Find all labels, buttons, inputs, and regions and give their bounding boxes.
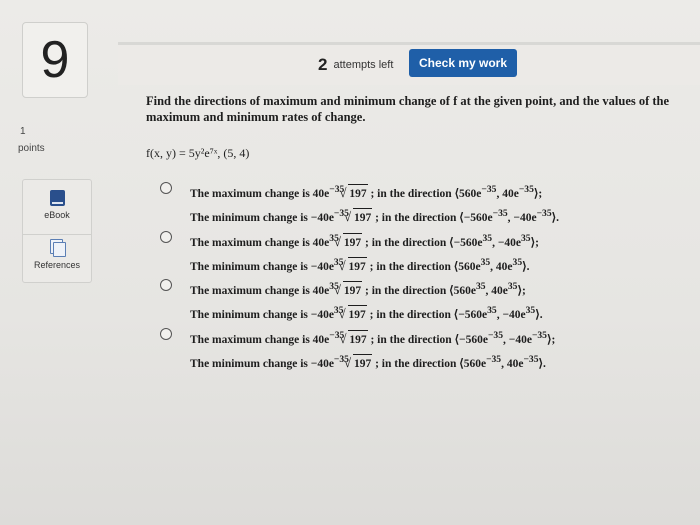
min-change-line: The minimum change is $-40e^{35}√$ 197 ; in the direction $⟨-560e^{35}$, $-40e^{35}⟩$. <box>190 301 543 325</box>
max-change-line: The maximum change is $40e^{35}√$ 197 ; in the direction $⟨-560e^{35}$, $-40e^{35}⟩$; <box>190 229 539 253</box>
resource-tools <box>22 179 92 283</box>
question-prompt: Find the directions of maximum and minimum change of f at the given point, and the values of the maximum and minimum rates of change. <box>146 94 670 124</box>
min-change-line: The minimum change is $-40e^{-35}√$ 197 ; in the direction $⟨-560e^{-35}$, $-40e^{-35}⟩$. <box>190 204 559 228</box>
references-label: References <box>33 260 81 270</box>
book-icon <box>50 190 65 206</box>
question-number: 9 <box>22 22 88 98</box>
max-change-line: The maximum change is $40e^{35}√$ 197 ; in the direction $⟨560e^{35}$, $40e^{35}⟩$; <box>190 277 543 301</box>
ebook-button[interactable] <box>23 190 91 235</box>
radio-button[interactable] <box>160 231 172 243</box>
check-my-work-button[interactable]: Check my work <box>409 49 517 77</box>
radio-button[interactable] <box>160 328 172 340</box>
radio-button[interactable] <box>160 182 172 194</box>
min-change-line: The minimum change is $-40e^{-35}√$ 197 ; in the direction $⟨560e^{-35}$, $40e^{-35}⟩$. <box>190 350 555 374</box>
references-button[interactable] <box>23 238 91 270</box>
max-change-line: The maximum change is $40e^{-35}√$ 197 ; in the direction $⟨560e^{-35}$, $40e^{-35}⟩$; <box>190 180 559 204</box>
function-statement: f(x, y) = 5y²e⁷ˣ, (5, 4) <box>146 146 250 160</box>
points-info <box>18 126 45 154</box>
attempts-count: 2 <box>318 55 328 74</box>
points-label: points <box>18 143 45 154</box>
references-icon <box>48 238 66 256</box>
points-value: 1 <box>20 126 26 137</box>
max-change-line: The maximum change is $40e^{-35}√$ 197 ; in the direction $⟨-560e^{-35}$, $-40e^{-35}⟩$; <box>190 326 555 350</box>
min-change-line: The minimum change is $-40e^{35}√$ 197 ; in the direction $⟨560e^{35}$, $40e^{35}⟩$. <box>190 253 539 277</box>
ebook-label: eBook <box>44 210 70 220</box>
attempts-indicator <box>318 52 398 78</box>
radio-button[interactable] <box>160 279 172 291</box>
attempts-label: attempts left <box>333 59 394 71</box>
